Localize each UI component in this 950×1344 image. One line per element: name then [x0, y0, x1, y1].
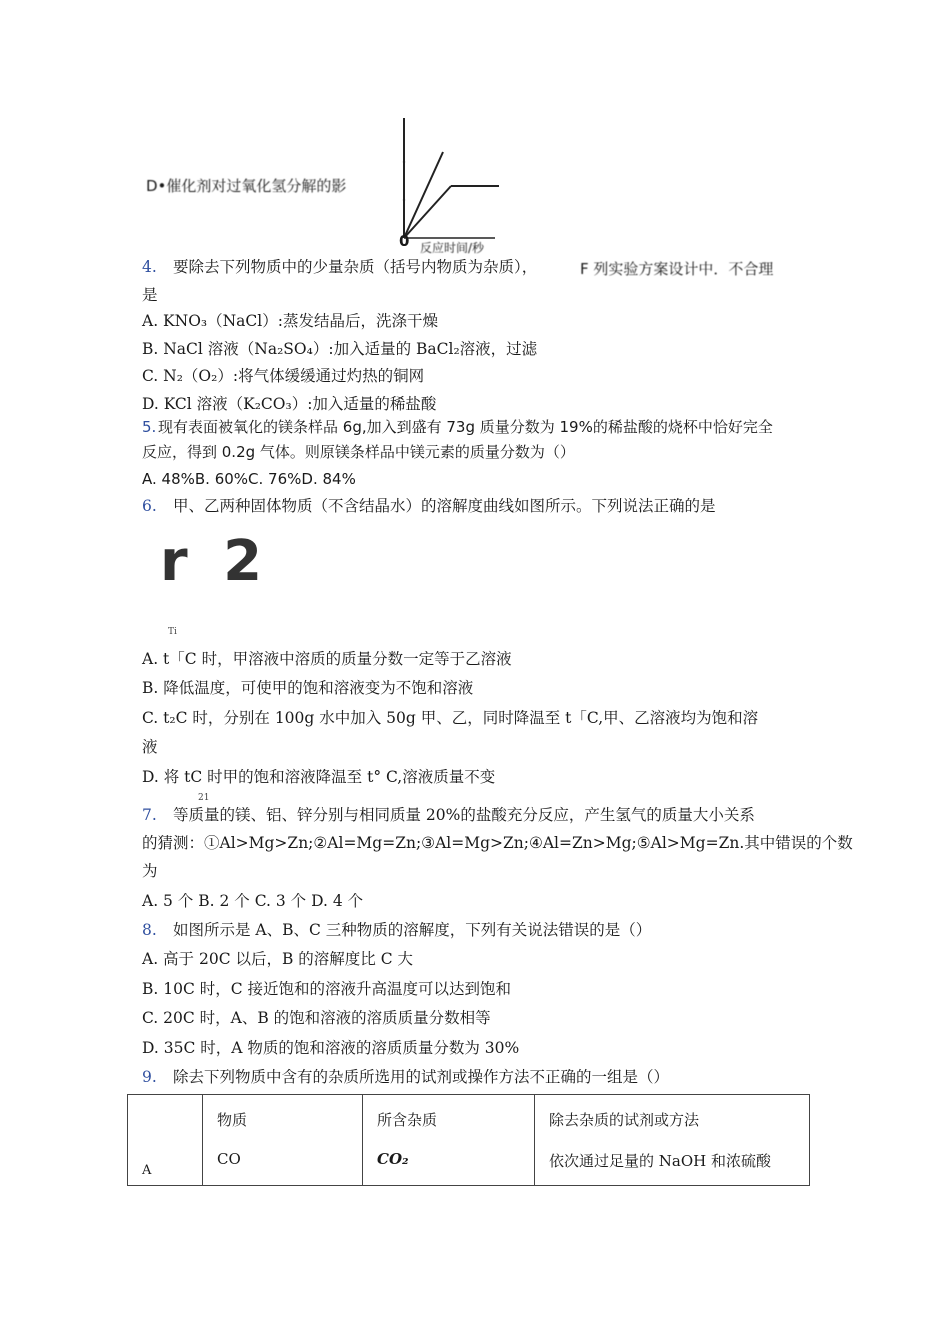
q5-line2: 反应，得到 0.2g 气体。则原镁条样品中镁元素的质量分数为（） — [142, 443, 575, 461]
graph-origin: 0 — [399, 232, 410, 250]
q8-question: 如图所示是 A、B、C 三种物质的溶解度，下列有关说法错误的是（） — [173, 921, 652, 939]
table-cell-impurity — [363, 1095, 535, 1186]
q6-option-c-wrap: 液 — [142, 738, 158, 756]
catalyst-graph — [395, 110, 505, 255]
q5-line1: 现有表面被氧化的镁条样品 6g,加入到盛有 73g 质量分数为 19%的稀盐酸的烧杯中恰好完全 — [158, 418, 773, 436]
q5-number: 5. — [142, 418, 157, 436]
graph-x-label: 反应时间/秒 — [420, 241, 485, 255]
q8-number: 8. — [142, 921, 157, 939]
q6-option-d: D. 将 tC 时甲的饱和溶液降温至 t° C,溶液质量不变 — [142, 768, 496, 786]
q8-option-b: B. 10C 时，C 接近饱和的溶液升高温度可以达到饱和 — [142, 980, 512, 998]
q4-question-wrap: 是 — [142, 286, 158, 304]
q6-option-a: A. t「C 时，甲溶液中溶质的质量分数一定等于乙溶液 — [142, 650, 512, 668]
table-value-method: 依次通过足量的 NaOH 和浓硫酸 — [549, 1152, 771, 1170]
q4-question: 要除去下列物质中的少量杂质（括号内物质为杂质）， — [173, 258, 538, 276]
table-row-label: A — [128, 1095, 203, 1186]
q9-table — [127, 1094, 810, 1186]
q5-options: A. 48%B. 60%C. 76%D. 84% — [142, 470, 356, 488]
q7-line3: 为 — [142, 862, 158, 880]
table-row — [128, 1095, 810, 1186]
table-value-impurity: CO₂ — [377, 1150, 409, 1168]
q7-line1: 等质量的镁、铝、锌分别与相同质量 20%的盐酸充分反应，产生氢气的质量大小关系 — [173, 806, 755, 824]
table-cell-method — [535, 1095, 810, 1186]
q8-option-d: D. 35C 时，A 物质的饱和溶液的溶质质量分数为 30% — [142, 1039, 520, 1057]
q4-option-c: C. N₂（O₂）:将气体缓缓通过灼热的铜网 — [142, 367, 425, 385]
table-header-impurity: 所含杂质 — [377, 1111, 438, 1129]
q8-option-a: A. 高于 20C 以后，B 的溶解度比 C 大 — [142, 950, 414, 968]
q7-number: 7. — [142, 806, 157, 824]
q7-line2: 的猜测：①Al>Mg>Zn;②Al=Mg=Zn;③Al=Mg>Zn;④Al=Zn>Mg;⑤Al>Mg=Zn.其中错误的个数 — [142, 834, 853, 852]
q4-option-b: B. NaCl 溶液（Na₂SO₄）:加入适量的 BaCl₂溶液，过滤 — [142, 340, 538, 358]
q4-number: 4. — [142, 258, 157, 276]
q4-option-a: A. KNO₃（NaCl）:蒸发结晶后，洗涤干燥 — [142, 312, 438, 330]
q9-question: 除去下列物质中含有的杂质所选用的试剂或操作方法不正确的一组是（） — [173, 1068, 670, 1086]
q4-option-d: D. KCl 溶液（K₂CO₃）:加入适量的稀盐酸 — [142, 395, 437, 413]
table-header-method: 除去杂质的试剂或方法 — [549, 1111, 700, 1129]
table-value-substance: CO — [217, 1150, 241, 1168]
q8-option-c: C. 20C 时，A、B 的饱和溶液的溶质质量分数相等 — [142, 1009, 491, 1027]
table-header-substance: 物质 — [217, 1111, 248, 1129]
q7-options: A. 5 个 B. 2 个 C. 3 个 D. 4 个 — [142, 892, 364, 910]
q6-figure-fragment: r 2 — [160, 529, 271, 594]
q6-figure-label: Ti — [168, 627, 177, 637]
q6-note: 21 — [198, 793, 210, 803]
q6-option-b: B. 降低温度，可使甲的饱和溶液变为不饱和溶液 — [142, 679, 474, 697]
table-cell-substance — [203, 1095, 363, 1186]
q4-question-cont: F 列实验方案设计中．不合理 — [580, 260, 774, 278]
q9-number: 9. — [142, 1068, 157, 1086]
q6-question: 甲、乙两种固体物质（不含结晶水）的溶解度曲线如图所示。下列说法正确的是 — [173, 497, 716, 515]
q3-option-d: D•催化剂对过氧化氢分解的影 — [146, 177, 347, 195]
q6-option-c: C. t₂C 时，分别在 100g 水中加入 50g 甲、乙，同时降温至 t「C,甲、乙溶液均为饱和溶 — [142, 709, 759, 727]
q6-number: 6. — [142, 497, 157, 515]
